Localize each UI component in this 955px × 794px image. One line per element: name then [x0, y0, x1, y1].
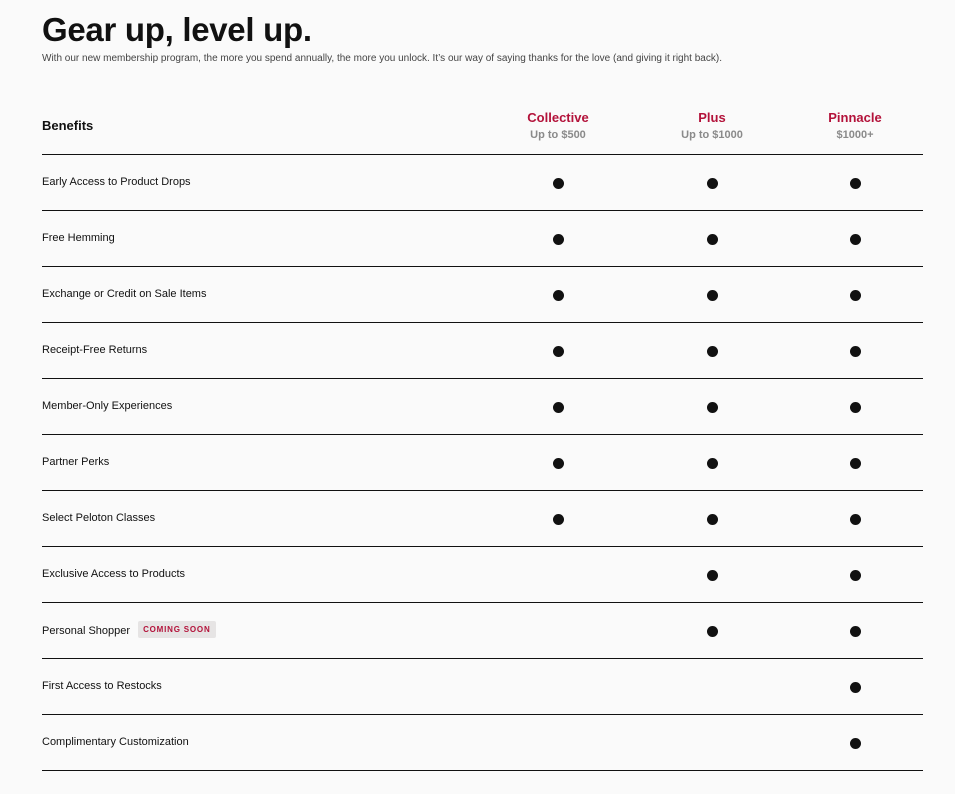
table-row	[42, 323, 923, 379]
included-icon	[850, 514, 861, 525]
included-icon	[553, 290, 564, 301]
tier-name: Collective	[527, 110, 589, 125]
tier-range: Up to $500	[530, 129, 586, 141]
benefit-name	[42, 176, 191, 188]
tier-name: Pinnacle	[828, 110, 882, 125]
table-row	[42, 379, 923, 435]
benefit-label: Exchange or Credit on Sale Items	[42, 288, 207, 300]
benefit-name	[42, 736, 189, 748]
benefit-label: Free Hemming	[42, 232, 115, 244]
benefit-name	[42, 568, 185, 580]
included-icon	[850, 458, 861, 469]
benefit-name	[42, 344, 147, 356]
page-title: Gear up, level up.	[42, 11, 312, 48]
included-icon	[850, 682, 861, 693]
benefit-label: Partner Perks	[42, 456, 110, 468]
tier-range: Up to $1000	[681, 129, 743, 141]
table-body	[42, 155, 923, 771]
included-icon	[850, 234, 861, 245]
table-header	[42, 100, 923, 155]
benefit-name	[42, 456, 109, 468]
included-icon	[553, 514, 564, 525]
included-icon	[707, 570, 718, 581]
table-row	[42, 715, 923, 771]
benefit-name	[42, 232, 115, 244]
benefit-name	[42, 680, 162, 692]
benefit-label: First Access to Restocks	[42, 680, 162, 692]
included-icon	[850, 178, 861, 189]
tier-header-plus	[642, 110, 782, 144]
included-icon	[553, 458, 564, 469]
coming-soon-badge: COMING SOON	[138, 621, 215, 638]
included-icon	[707, 402, 718, 413]
table-row	[42, 211, 923, 267]
included-icon	[850, 626, 861, 637]
included-icon	[707, 458, 718, 469]
included-icon	[707, 290, 718, 301]
benefits-table	[42, 100, 923, 771]
included-icon	[707, 178, 718, 189]
table-row	[42, 435, 923, 491]
tier-header-collective	[488, 110, 628, 144]
included-icon	[850, 570, 861, 581]
benefit-label: Exclusive Access to Products	[42, 568, 186, 580]
included-icon	[850, 402, 861, 413]
included-icon	[553, 346, 564, 357]
included-icon	[707, 626, 718, 637]
included-icon	[850, 290, 861, 301]
benefit-label: Select Peloton Classes	[42, 512, 156, 524]
tier-header-pinnacle	[785, 110, 925, 144]
table-row	[42, 267, 923, 323]
table-row	[42, 659, 923, 715]
benefit-label: Member-Only Experiences	[42, 400, 173, 412]
benefit-label: Complimentary Customization	[42, 736, 189, 748]
table-row	[42, 491, 923, 547]
benefit-label: Early Access to Product Drops	[42, 176, 191, 188]
benefit-label: Receipt-Free Returns	[42, 344, 148, 356]
page-subtitle: With our new membership program, the more you spend annually, the more you unlock. It’s our way of saying thanks for the love (and giving it right back).	[42, 53, 722, 64]
benefit-label: Personal Shopper	[42, 625, 131, 637]
benefit-name	[42, 400, 172, 412]
included-icon	[553, 178, 564, 189]
included-icon	[850, 346, 861, 357]
table-row	[42, 547, 923, 603]
included-icon	[850, 738, 861, 749]
included-icon	[707, 514, 718, 525]
benefit-name	[42, 288, 206, 300]
included-icon	[553, 234, 564, 245]
included-icon	[707, 346, 718, 357]
benefit-name	[42, 624, 216, 638]
included-icon	[707, 234, 718, 245]
table-row	[42, 155, 923, 211]
included-icon	[553, 402, 564, 413]
tier-range: $1000+	[836, 129, 874, 141]
table-row	[42, 603, 923, 659]
benefit-name	[42, 512, 155, 524]
benefits-column-header: Benefits	[42, 118, 94, 133]
tier-name: Plus	[698, 110, 726, 125]
